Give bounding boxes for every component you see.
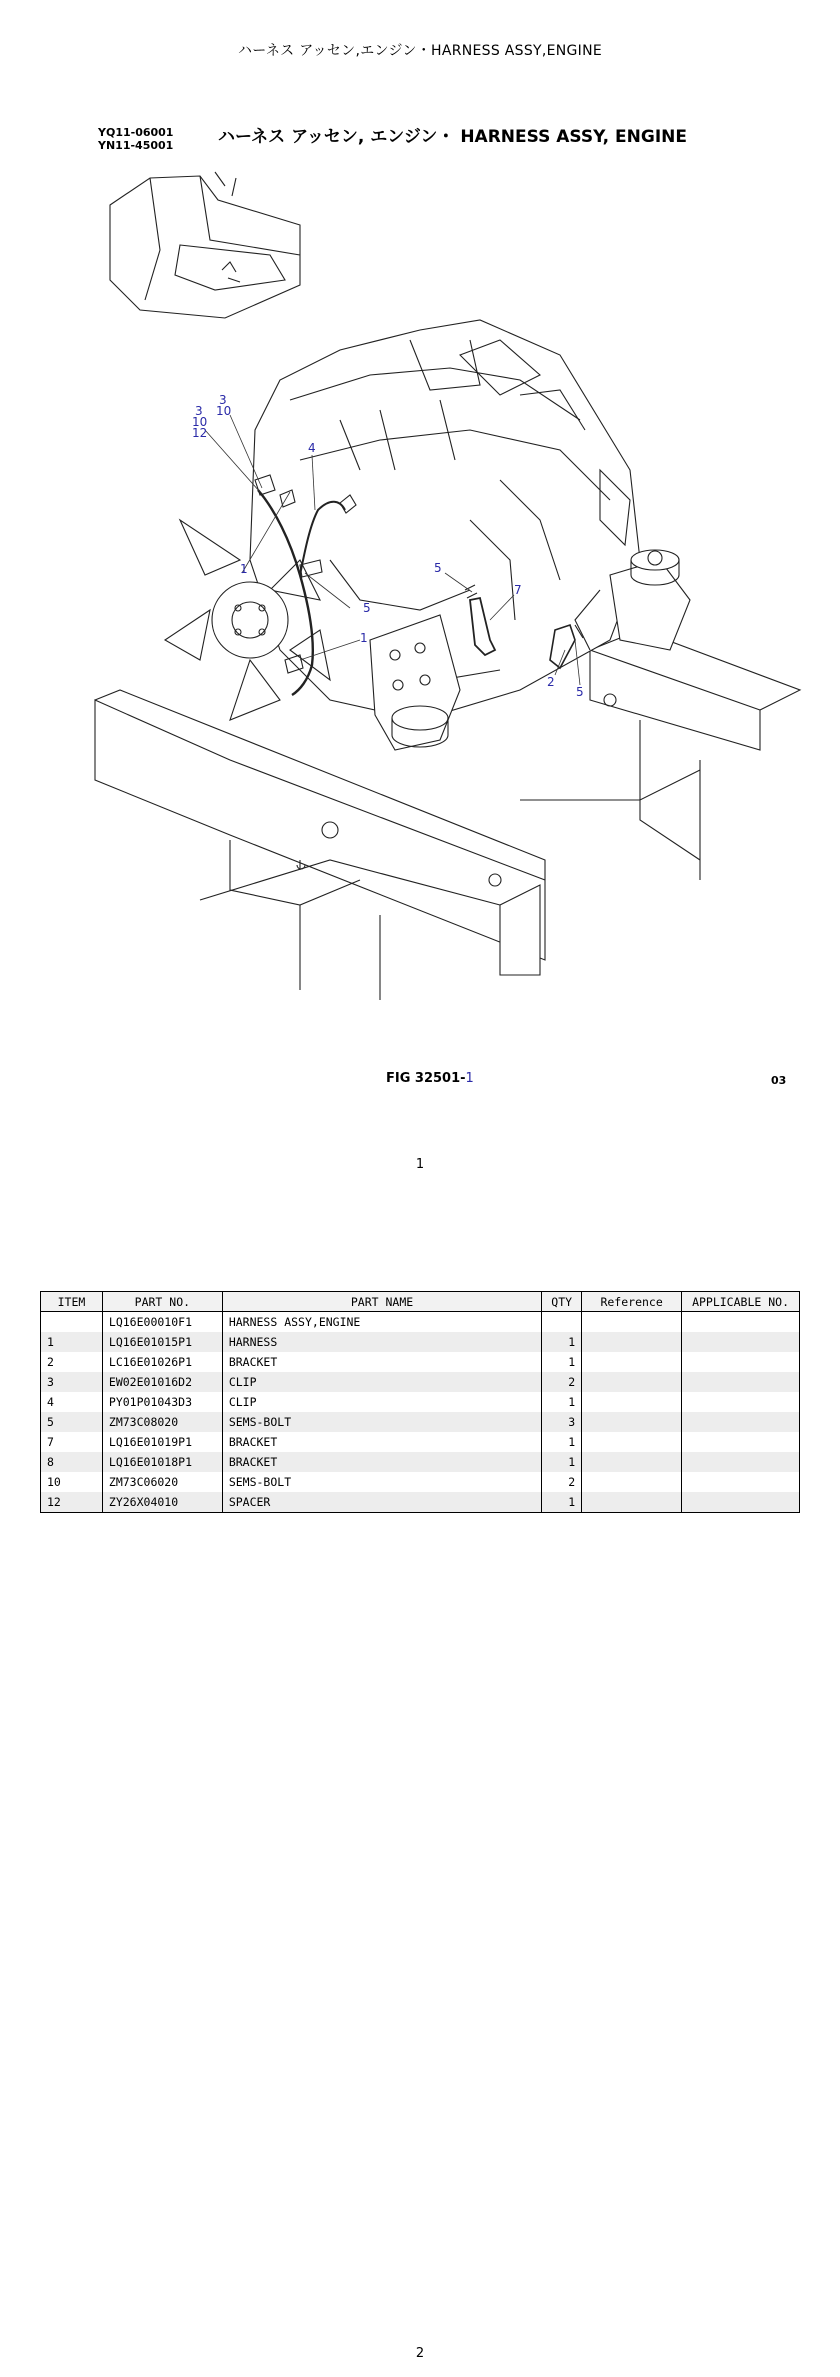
cell-item: 12 (41, 1492, 103, 1513)
cell-part-no: LC16E01026P1 (102, 1352, 222, 1372)
figure-label (386, 1071, 474, 1086)
header-reference: Reference (582, 1292, 682, 1312)
engine-harness-illustration (0, 150, 840, 1050)
header-qty: QTY (542, 1292, 582, 1312)
cell-applicable-no (682, 1432, 800, 1452)
callout-3b: 3 (195, 404, 203, 418)
cell-part-name: HARNESS (222, 1332, 541, 1352)
callout-5c: 5 (576, 685, 584, 699)
cell-part-name: BRACKET (222, 1352, 541, 1372)
cell-reference (582, 1472, 682, 1492)
cell-part-name: SEMS-BOLT (222, 1472, 541, 1492)
cell-item: 1 (41, 1332, 103, 1352)
cell-part-no: ZY26X04010 (102, 1492, 222, 1513)
table-row (41, 1432, 800, 1452)
cell-part-name: HARNESS ASSY,ENGINE (222, 1312, 541, 1333)
cell-reference (582, 1492, 682, 1513)
cell-part-no: LQ16E01018P1 (102, 1452, 222, 1472)
cell-item: 10 (41, 1472, 103, 1492)
callout-10b: 10 (192, 415, 208, 429)
cell-part-no: ZM73C08020 (102, 1412, 222, 1432)
cell-part-no: EW02E01016D2 (102, 1372, 222, 1392)
cell-applicable-no (682, 1392, 800, 1412)
header-part-name: PART NAME (222, 1292, 541, 1312)
table-row (41, 1412, 800, 1432)
cell-part-name: BRACKET (222, 1452, 541, 1472)
cell-item: 4 (41, 1392, 103, 1412)
sheet-number: 1 (415, 1157, 425, 1172)
serial-line-1: YQ11-06001 (98, 126, 174, 139)
callout-10a: 10 (216, 404, 232, 418)
page-header: ハーネス アッセン,エンジン・HARNESS ASSY,ENGINE (237, 43, 603, 59)
cell-qty: 1 (542, 1352, 582, 1372)
callout-12: 12 (192, 426, 208, 440)
figure-label-prefix: FIG 32501- (386, 1071, 466, 1086)
cell-qty: 2 (542, 1472, 582, 1492)
cell-applicable-no (682, 1412, 800, 1432)
cell-qty: 1 (542, 1332, 582, 1352)
table-row (41, 1312, 800, 1333)
callout-1a: 1 (240, 562, 248, 576)
cell-part-no: PY01P01043D3 (102, 1392, 222, 1412)
serial-line-2: YN11-45001 (98, 139, 174, 152)
cell-part-no: ZM73C06020 (102, 1472, 222, 1492)
cell-reference (582, 1332, 682, 1352)
header-part-no: PART NO. (102, 1292, 222, 1312)
cell-applicable-no (682, 1372, 800, 1392)
cell-item: 3 (41, 1372, 103, 1392)
cell-part-name: CLIP (222, 1392, 541, 1412)
machine-thumbnail (110, 172, 300, 318)
cell-item (41, 1312, 103, 1333)
serial-range (98, 126, 173, 152)
cell-qty: 2 (542, 1372, 582, 1392)
cell-applicable-no (682, 1352, 800, 1372)
cell-part-name: CLIP (222, 1372, 541, 1392)
cell-reference (582, 1452, 682, 1472)
cell-applicable-no (682, 1332, 800, 1352)
cell-applicable-no (682, 1312, 800, 1333)
table-row (41, 1472, 800, 1492)
cell-qty (542, 1312, 582, 1333)
callout-5b: 5 (434, 561, 442, 575)
cell-item: 2 (41, 1352, 103, 1372)
header-applicable-no: APPLICABLE NO. (682, 1292, 800, 1312)
cell-item: 7 (41, 1432, 103, 1452)
callout-7: 7 (514, 583, 522, 597)
callout-1b: 1 (360, 631, 368, 645)
parts-table (40, 1291, 800, 1513)
table-row (41, 1392, 800, 1412)
cell-item: 8 (41, 1452, 103, 1472)
cell-reference (582, 1392, 682, 1412)
cell-reference (582, 1352, 682, 1372)
table-row (41, 1492, 800, 1513)
callout-4: 4 (308, 441, 316, 455)
callout-5a: 5 (363, 601, 371, 615)
cell-part-no: LQ16E01015P1 (102, 1332, 222, 1352)
cell-part-name: SPACER (222, 1492, 541, 1513)
cell-applicable-no (682, 1472, 800, 1492)
page-number: 2 (415, 2346, 425, 2361)
cell-reference (582, 1412, 682, 1432)
callout-2: 2 (547, 675, 555, 689)
figure-label-number: 1 (465, 1071, 474, 1086)
table-header-row (41, 1292, 800, 1312)
cell-qty: 1 (542, 1492, 582, 1513)
cell-item: 5 (41, 1412, 103, 1432)
table-row (41, 1452, 800, 1472)
header-item: ITEM (41, 1292, 103, 1312)
cell-qty: 1 (542, 1392, 582, 1412)
figure-title: ハーネス アッセン, エンジン・ HARNESS ASSY, ENGINE (218, 127, 687, 147)
cell-applicable-no (682, 1452, 800, 1472)
cell-part-name: BRACKET (222, 1432, 541, 1452)
cell-part-name: SEMS-BOLT (222, 1412, 541, 1432)
table-row (41, 1332, 800, 1352)
figure-code: 03 (771, 1074, 787, 1087)
cell-reference (582, 1432, 682, 1452)
callout-3a: 3 (219, 393, 227, 407)
table-row (41, 1352, 800, 1372)
cell-reference (582, 1372, 682, 1392)
cell-part-no: LQ16E00010F1 (102, 1312, 222, 1333)
cell-qty: 3 (542, 1412, 582, 1432)
cell-reference (582, 1312, 682, 1333)
cell-applicable-no (682, 1492, 800, 1513)
cell-qty: 1 (542, 1452, 582, 1472)
cell-qty: 1 (542, 1432, 582, 1452)
table-row (41, 1372, 800, 1392)
cell-part-no: LQ16E01019P1 (102, 1432, 222, 1452)
